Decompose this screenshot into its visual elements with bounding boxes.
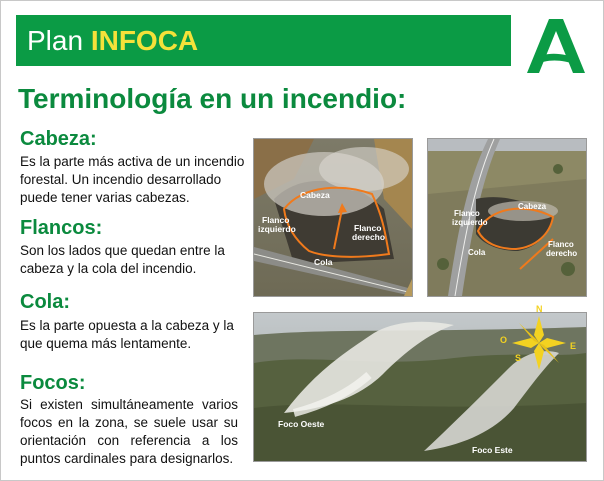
section-title-cola: Cola: [20,291,70,313]
photo1-flanco-der-label-1: Flanco [354,223,382,233]
photo1-cabeza-label: Cabeza [300,190,330,200]
photo1-cola-label: Cola [314,257,333,267]
compass-o-label: O [500,335,508,345]
foco-oeste-label: Foco Oeste [278,419,325,429]
photo2-flanco-der-label-2: derecho [546,249,578,258]
junta-andalucia-logo-icon [527,19,585,73]
section-body-focos: Si existen simultáneamente varios focos en la zona, se suele usar su orientación con referencia a los puntos cardinales para designarlos. [20,397,238,466]
page-title: Terminología en un incendio: [18,83,407,114]
photo2-flanco-der-label-1: Flanco [548,240,574,249]
banner-infoca-text: INFOCA [90,25,199,56]
section-body-cola: Es la parte opuesta a la cabeza y la que quema más lentamente. [20,318,234,351]
photo2-flanco-izq-label-1: Flanco [454,209,480,218]
section-body-flancos: Son los lados que quedan entre la cabeza y la cola del incendio. [20,243,225,276]
section-title-flancos: Flancos: [20,217,103,239]
compass-s-label: S [515,353,522,363]
section-body-cabeza: Es la parte más activa de un incendio forestal. Un incendio desarrollado puede tener varias cabezas. [20,154,245,205]
photo2-flanco-izq-label-2: izquierdo [452,218,488,227]
section-title-cabeza: Cabeza: [20,128,97,150]
foco-este-label: Foco Este [472,445,513,455]
photo2-cabeza-label: Cabeza [518,202,547,211]
compass-e-label: E [570,341,577,351]
compass-n-label: N [536,304,543,314]
photo1-flanco-izq-label-1: Flanco [262,215,290,225]
banner-title [27,24,198,58]
smoke-foci-landscape-photo [253,304,587,462]
banner-plan-text: Plan [27,25,84,56]
aerial-fire-photo-highway [427,138,587,297]
photo2-cola-label: Cola [468,248,486,257]
plan-infoca-banner [16,15,511,66]
aerial-fire-photo-road [253,138,413,297]
photo1-flanco-izq-label-2: izquierdo [258,224,296,234]
section-title-focos: Focos: [20,372,86,394]
photo1-flanco-der-label-2: derecho [352,232,386,242]
